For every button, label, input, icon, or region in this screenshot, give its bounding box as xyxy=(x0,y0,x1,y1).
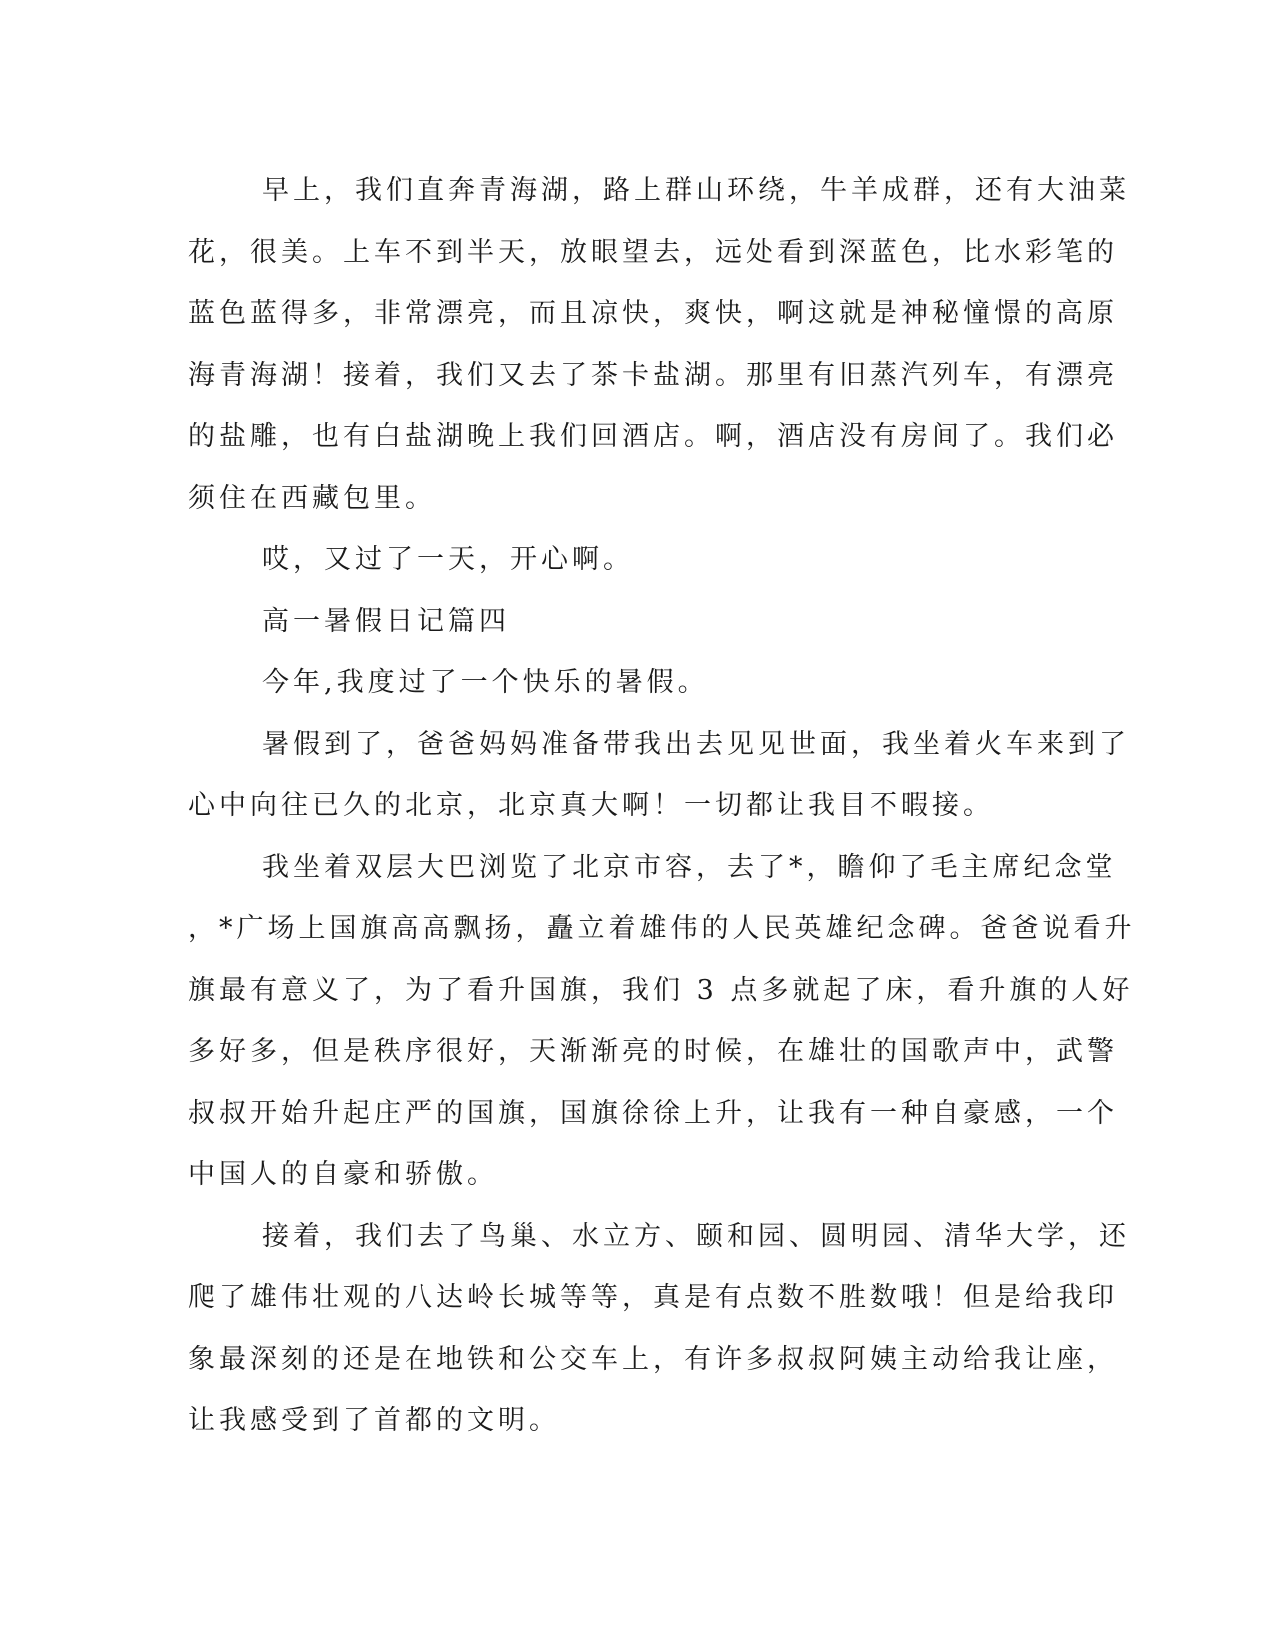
text-line: 旗最有意义了，为了看升国旗，我们 3 点多就起了床，看升旗的人好 xyxy=(188,974,1134,1006)
text-line: 暑假到了，爸爸妈妈准备带我出去见见世面，我坐着火车来到了 xyxy=(262,728,1130,760)
text-line: 中国人的自豪和骄傲。 xyxy=(188,1159,498,1190)
text-line: 让我感受到了首都的文明。 xyxy=(188,1405,560,1436)
text-line: 多好多，但是秩序很好，天渐渐亮的时候，在雄壮的国歌声中，武警 xyxy=(188,1036,1118,1067)
text-line: 哎，又过了一天，开心啊。 xyxy=(262,544,634,575)
text-line: 海青海湖！接着，我们又去了茶卡盐湖。那里有旧蒸汽列车，有漂亮 xyxy=(188,359,1118,391)
text-line: 接着，我们去了鸟巢、水立方、颐和园、圆明园、清华大学，还 xyxy=(262,1220,1130,1252)
text-line: 的盐雕，也有白盐湖晚上我们回酒店。啊，酒店没有房间了。我们必 xyxy=(188,421,1118,452)
body-text xyxy=(188,160,1136,1452)
text-line: 今年,我度过了一个快乐的暑假。 xyxy=(262,667,709,698)
text-line: ，*广场上国旗高高飘扬，矗立着雄伟的人民英雄纪念碑。爸爸说看升 xyxy=(188,913,1136,944)
text-line: 早上，我们直奔青海湖，路上群山环绕，牛羊成群，还有大油菜 xyxy=(262,175,1130,206)
section-heading: 高一暑假日记篇四 xyxy=(262,605,510,637)
text-line: 象最深刻的还是在地铁和公交车上，有许多叔叔阿姨主动给我让座， xyxy=(188,1343,1118,1375)
text-line: 心中向往已久的北京，北京真大啊！一切都让我目不暇接。 xyxy=(188,790,994,821)
text-line: 蓝色蓝得多，非常漂亮，而且凉快，爽快，啊这就是神秘憧憬的高原 xyxy=(188,298,1118,329)
text-line: 叔叔开始升起庄严的国旗，国旗徐徐上升，让我有一种自豪感，一个 xyxy=(188,1097,1118,1129)
text-line: 须住在西藏包里。 xyxy=(188,482,436,514)
text-line: 爬了雄伟壮观的八达岭长城等等，真是有点数不胜数哦！但是给我印 xyxy=(188,1282,1118,1313)
text-line: 花，很美。上车不到半天，放眼望去，远处看到深蓝色，比水彩笔的 xyxy=(188,236,1118,268)
text-line: 我坐着双层大巴浏览了北京市容，去了*，瞻仰了毛主席纪念堂 xyxy=(262,851,1117,883)
